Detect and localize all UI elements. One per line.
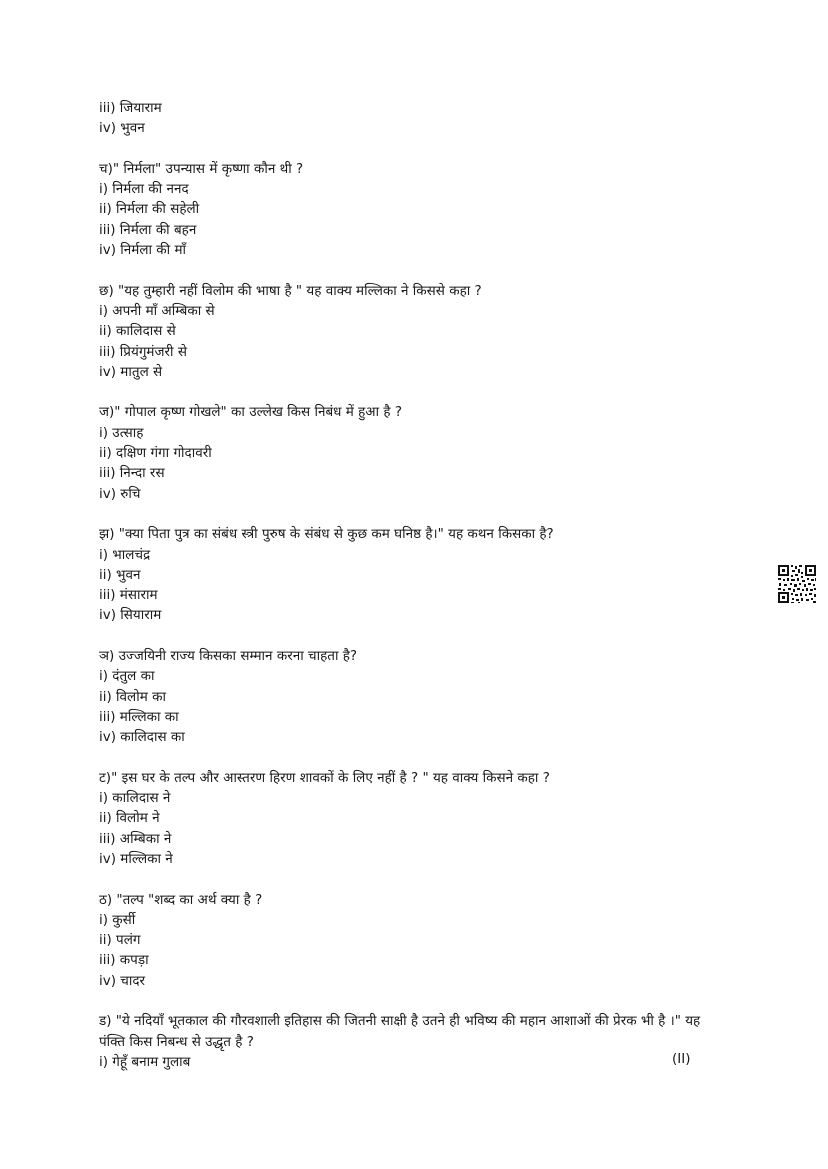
question-jha <box>99 524 719 625</box>
option: i) गेहूँ बनाम गुलाब <box>99 1053 191 1070</box>
question-list <box>99 98 719 1072</box>
question-text: झ) "क्या पिता पुत्र का संबंध स्त्री पुरुष के संबंध से कुछ कम घनिष्ठ है।" यह कथन किसका है? <box>99 526 554 543</box>
question-nya <box>99 646 719 747</box>
option: ii) कालिदास से <box>99 323 176 340</box>
question-cha <box>99 159 719 260</box>
option: iii) निन्दा रस <box>99 465 165 482</box>
option: ii) विलोम ने <box>99 810 160 827</box>
option: iv) सियाराम <box>99 607 162 624</box>
option: ii) भुवन <box>99 566 141 583</box>
option: iii) अम्बिका ने <box>99 830 172 847</box>
option: iii) मंसाराम <box>99 587 158 604</box>
page-number: (II) <box>672 1051 691 1067</box>
option: iv) भुवन <box>99 120 145 137</box>
question-ta <box>99 768 719 869</box>
question-tha <box>99 890 719 991</box>
question-text: ज)" गोपाल कृष्ण गोखले" का उल्लेख किस निबंध में हुआ है ? <box>99 404 402 421</box>
option: iii) निर्मला की बहन <box>99 221 197 238</box>
question-text: ठ) "तल्प "शब्द का अर्थ क्या है ? <box>99 891 263 908</box>
option: iii) प्रियंगुमंजरी से <box>99 343 187 360</box>
option: iv) मल्लिका ने <box>99 850 173 867</box>
option: ii) निर्मला की सहेली <box>99 201 200 218</box>
question-text: ड) "ये नदियाँ भूतकाल की गौरवशाली इतिहास की जितनी साक्षी है उतने ही भविष्य की महान आशाओं की प्रेरक भी है ।" यह पंक्ति किस निबन्ध से उद्धृत है ? <box>99 1013 701 1050</box>
option: iii) कपड़ा <box>99 952 149 969</box>
option: i) अपनी माँ अम्बिका से <box>99 302 215 319</box>
option: i) भालचंद्र <box>99 546 151 563</box>
option: iv) चादर <box>99 972 146 989</box>
question-text: च)" निर्मला" उपन्यास में कृष्णा कौन थी ? <box>99 160 304 177</box>
question-da <box>99 1011 719 1072</box>
option: i) कालिदास ने <box>99 790 171 807</box>
option: i) दंतुल का <box>99 668 155 685</box>
question-text: ञ) उज्जयिनी राज्य किसका सम्मान करना चाहता है? <box>99 648 358 665</box>
option: iii) मल्लिका का <box>99 708 179 725</box>
option: iv) रुचि <box>99 485 141 502</box>
qr-code-icon <box>777 564 817 604</box>
option: i) कुर्सी <box>99 911 136 928</box>
option: ii) पलंग <box>99 932 141 949</box>
option: iv) निर्मला की माँ <box>99 242 187 259</box>
question-text: ट)" इस घर के तल्प और आस्तरण हिरण शावकों के लिए नहीं है ? " यह वाक्य किसने कहा ? <box>99 769 550 786</box>
option: i) उत्साह <box>99 424 144 441</box>
option: iv) मातुल से <box>99 363 163 380</box>
option: ii) दक्षिण गंगा गोदावरी <box>99 445 212 462</box>
option: ii) विलोम का <box>99 688 166 705</box>
option: i) निर्मला की ननद <box>99 181 189 198</box>
question-ja <box>99 402 719 503</box>
question-text: छ) "यह तुम्हारी नहीं विलोम की भाषा है " यह वाक्य मल्लिका ने किससे कहा ? <box>99 282 482 299</box>
option: iv) कालिदास का <box>99 729 185 746</box>
question-chha <box>99 281 719 382</box>
option: iii) जियाराम <box>99 100 162 116</box>
